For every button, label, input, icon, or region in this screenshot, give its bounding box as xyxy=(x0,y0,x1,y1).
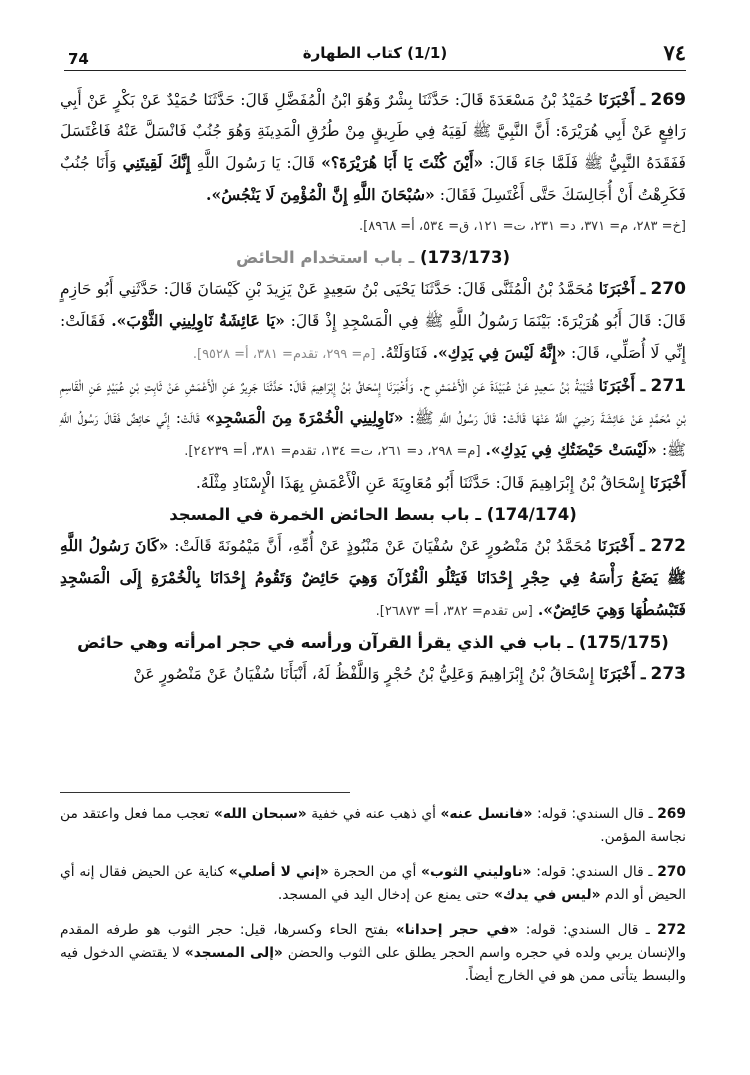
hadith-prefix: ـ أَخْبَرَنَا xyxy=(598,90,646,109)
chapter-heading-175 xyxy=(60,627,686,658)
chapter-number: (174/174) xyxy=(486,505,577,524)
hadith-text: مُحَمَّدُ بْنُ مَنْصُورٍ عَنْ سُفْيَانَ عَنْ مَنْبُوذٍ عَنْ أُمِّهِ، أَنَّ مَيْمُونَةَ قَالَتْ: xyxy=(174,537,592,555)
hadith-prefix: أَخْبَرَنَا xyxy=(649,473,686,492)
hadith-number: 273 xyxy=(650,664,686,684)
main-text xyxy=(60,84,686,690)
footnote-quote: «سبحان الله» xyxy=(213,806,307,822)
hadith-quote: «أَيْنَ كُنْتَ يَا أَبَا هُرَيْرَةَ؟» xyxy=(321,153,484,172)
hadith-quote: «لَيْسَتْ حَيْضَتُكِ فِي يَدِكِ». xyxy=(485,440,657,459)
footnote-quote: «ليس في يدك» xyxy=(493,887,601,903)
hadith-prefix: ـ أَخْبَرَنَا xyxy=(598,376,646,395)
footnote-text: حتى يمنع عن إدخال اليد في المسجد. xyxy=(277,887,490,903)
hadith-quote: «نَاوِلِينِي الْخُمْرَةَ مِنَ الْمَسْجِدِ» xyxy=(205,408,404,427)
hadith-273 xyxy=(60,658,686,690)
hadith-text: قُتَيْبَةُ بْنُ سَعِيدٍ عَنْ عُبَيْدَةَ عَنِ الْأَعْمَشِ ح. وَأَخْبَرَنَا إِسْحَاقُ بْنُ إِبْرَاهِيمَ قَالَ: حَدَّثَنَا جَرِيرٌ عَنِ الْأَعْمَشِ عَنْ ثَابِتِ بْنِ عُبَيْدٍ عَنِ الْقَاسِمِ بْنِ مُحَمَّدٍ عَنْ عَائِشَةَ رَضِيَ اللَّهُ عَنْهَا قَالَتْ: قَالَ رَسُولُ اللَّهِ ﷺ: xyxy=(60,377,686,427)
hadith-number: 272 xyxy=(650,536,687,556)
chapter-title: ـ باب في الذي يقرأ القرآن ورأسه في حجر امرأته وهي حائض xyxy=(77,633,574,652)
footnote-text: كناية عن الحيض فقال إنه أي الحيض أو الدم xyxy=(60,864,686,903)
footnote-number: 270 xyxy=(657,864,687,880)
footnote-divider xyxy=(60,792,350,793)
footnotes xyxy=(60,803,686,1000)
hadith-text: قَالَ: يَا رَسُولَ اللَّهِ xyxy=(196,154,316,172)
chapter-title: ـ باب بسط الحائض الخمرة في المسجد xyxy=(169,505,482,524)
chapter-heading-174 xyxy=(60,499,686,530)
footnote-272 xyxy=(60,919,686,988)
footnote-lead: ـ قال السندي: قوله: xyxy=(525,922,650,938)
chapter-title: ـ باب استخدام الحائض xyxy=(235,248,415,267)
hadith-text: إِسْحَاقُ بْنُ إِبْرَاهِيمَ وَعَلِيُّ بْنُ حُجْرٍ وَاللَّفْظُ لَهُ، أَنْبَأَنَا سُفْيَانُ عَنْ مَنْصُورٍ عَنْ xyxy=(133,665,595,683)
hadith-text: قَالَتْ: إِنِّي حَائِضٌ فَقَالَ رَسُولُ اللَّهِ ﷺ: xyxy=(60,409,686,459)
hadith-number: 269 xyxy=(650,90,686,110)
hadith-number: 270 xyxy=(650,279,686,299)
hadith-references: [م= ٢٩٨، د= ٢٦١، ت= ١٣٤، تقدم= ٣٨١، أ= ٢٤٢٣٩]. xyxy=(184,444,481,459)
hadith-references: [س تقدم= ٣٨٢، أ= ٢٦٨٧٣]. xyxy=(375,604,533,619)
hadith-quote: إِنَّكَ لَقِيتَنِي xyxy=(122,153,191,172)
hadith-quote: «يَا عَائِشَةُ نَاوِلِينِي الثَّوْبَ». xyxy=(111,311,285,330)
chapter-number: (173/173) xyxy=(420,248,511,267)
hadith-271 xyxy=(60,370,686,467)
footnote-quote: «في حجر إحدانا» xyxy=(395,922,519,938)
footnote-lead: ـ قال السندي: قوله: xyxy=(536,864,653,880)
hadith-prefix: ـ أَخْبَرَنَا xyxy=(598,279,646,298)
hadith-text: إِسْحَاقُ بْنُ إِبْرَاهِيمَ قَالَ: حَدَّثَنَا أَبُو مُعَاوِيَةَ عَنِ الْأَعْمَشِ بِهَذَا الْإِسْنَادِ مِثْلَهُ. xyxy=(195,474,645,492)
footnote-text: بفتح الحاء وكسرها، قيل: حجر الثوب هو طرفه المقدم والإنسان يربي ولده في حجره واسم الحجر يطلق على الثوب والحضن xyxy=(60,922,687,961)
footnote-text: أي من الحجرة xyxy=(333,864,417,880)
hadith-269 xyxy=(60,84,686,242)
hadith-272 xyxy=(60,530,686,627)
footnote-number: 269 xyxy=(657,806,687,822)
footnote-269 xyxy=(60,803,686,849)
hadith-quote: «كَانَ رَسُولُ اللَّهِ ﷺ يَضَعُ رَأْسَهُ فِي حِجْرِ إِحْدَانَا فَيَتْلُو الْقُرْآنَ وَهِيَ حَائِضٌ وَتَقُومُ إِحْدَانَا بِالْخُمْرَةِ إِلَى الْمَسْجِدِ فَتَبْسُطُهَا وَهِيَ حَائِضٌ». xyxy=(60,536,686,619)
hadith-prefix: ـ أَخْبَرَنَا xyxy=(597,536,645,555)
hadith-text: فَقَالَتْ: إِنِّي لَا أُصَلِّي، قَالَ: xyxy=(60,312,686,362)
footnote-text: أي ذهب عنه في خفية xyxy=(311,806,436,822)
footnote-text: تعجب مما فعل واعتقد من نجاسة المؤمن. xyxy=(60,806,686,845)
hadith-references: [خ= ٢٨٣، م= ٣٧١، د= ٢٣١، ت= ١٢١، ق= ٥٣٤، أ= ٨٩٦٨]. xyxy=(359,219,686,234)
footnote-number: 272 xyxy=(657,922,686,938)
page-number-arabic: ٧٤ xyxy=(663,40,686,65)
chapter-heading-173 xyxy=(60,242,686,273)
hadith-text: حُمَيْدُ بْنُ مَسْعَدَةَ قَالَ: حَدَّثَنَا بِشْرٌ وَهُوَ ابْنُ الْمُفَضَّلِ قَالَ: حَدَّثَنَا حُمَيْدٌ عَنْ بَكْرٍ عَنْ أَبِي رَافِعٍ عَنْ أَبِي هُرَيْرَةَ: أَنَّ النَّبِيَّ ﷺ لَقِيَهُ فِي طَرِيقٍ مِنْ طُرُقِ الْمَدِينَةِ وَهُوَ جُنُبٌ فَانْسَلَّ عَنْهُ فَاغْتَسَلَ فَفَقَدَهُ النَّبِيُّ ﷺ فَلَمَّا جَاءَ قَالَ: xyxy=(60,91,686,172)
footnote-lead: ـ قال السندي: قوله: xyxy=(537,806,653,822)
footnote-quote: «إني لا أصلي» xyxy=(228,864,329,880)
hadith-quote: «إِنَّهُ لَيْسَ فِي يَدِكِ». xyxy=(432,343,567,362)
hadith-quote: «سُبْحَانَ اللَّهِ إِنَّ الْمُؤْمِنَ لَا يَنْجُسُ». xyxy=(206,185,435,204)
hadith-text: فَنَاوَلَتْهُ. xyxy=(380,344,428,362)
chapter-number: (175/175) xyxy=(578,633,669,652)
footnote-quote: «إلى المسجد» xyxy=(184,945,283,961)
hadith-number: 271 xyxy=(650,376,687,396)
hadith-271-followup xyxy=(60,467,686,499)
hadith-text: مُحَمَّدُ بْنُ الْمُثَنَّى قَالَ: حَدَّثَنَا يَحْيَى بْنُ سَعِيدٍ عَنْ يَزِيدَ بْنِ كَيْسَانَ قَالَ: حَدَّثَنِي أَبُو حَازِمٍ قَالَ: قَالَ أَبُو هُرَيْرَةَ: بَيْنَمَا رَسُولُ اللَّهِ ﷺ فِي الْمَسْجِدِ إِذْ قَالَ: xyxy=(60,280,686,330)
footnote-quote: «ناوليني الثوب» xyxy=(421,864,532,880)
hadith-references: [م= ٢٩٩، تقدم= ٣٨١، أ= ٩٥٢٨]. xyxy=(192,347,376,362)
hadith-prefix: ـ أَخْبَرَنَا xyxy=(599,664,646,683)
page-header xyxy=(64,36,686,71)
hadith-270 xyxy=(60,273,686,370)
footnote-quote: «فانسل عنه» xyxy=(440,806,533,822)
footnote-text: لا يقتضي الدخول فيه والبسط يتأتى ممن هو في الخارج أيضاً. xyxy=(60,945,686,984)
page-number-latin: 74 xyxy=(68,50,89,68)
running-title: (1/1) كتاب الطهارة xyxy=(302,44,448,62)
hadith-text: وَأَنَا جُنُبٌ فَكَرِهْتُ أَنْ أُجَالِسَكَ حَتَّى أَغْتَسِلَ فَقَالَ: xyxy=(60,154,686,204)
footnote-270 xyxy=(60,861,686,907)
